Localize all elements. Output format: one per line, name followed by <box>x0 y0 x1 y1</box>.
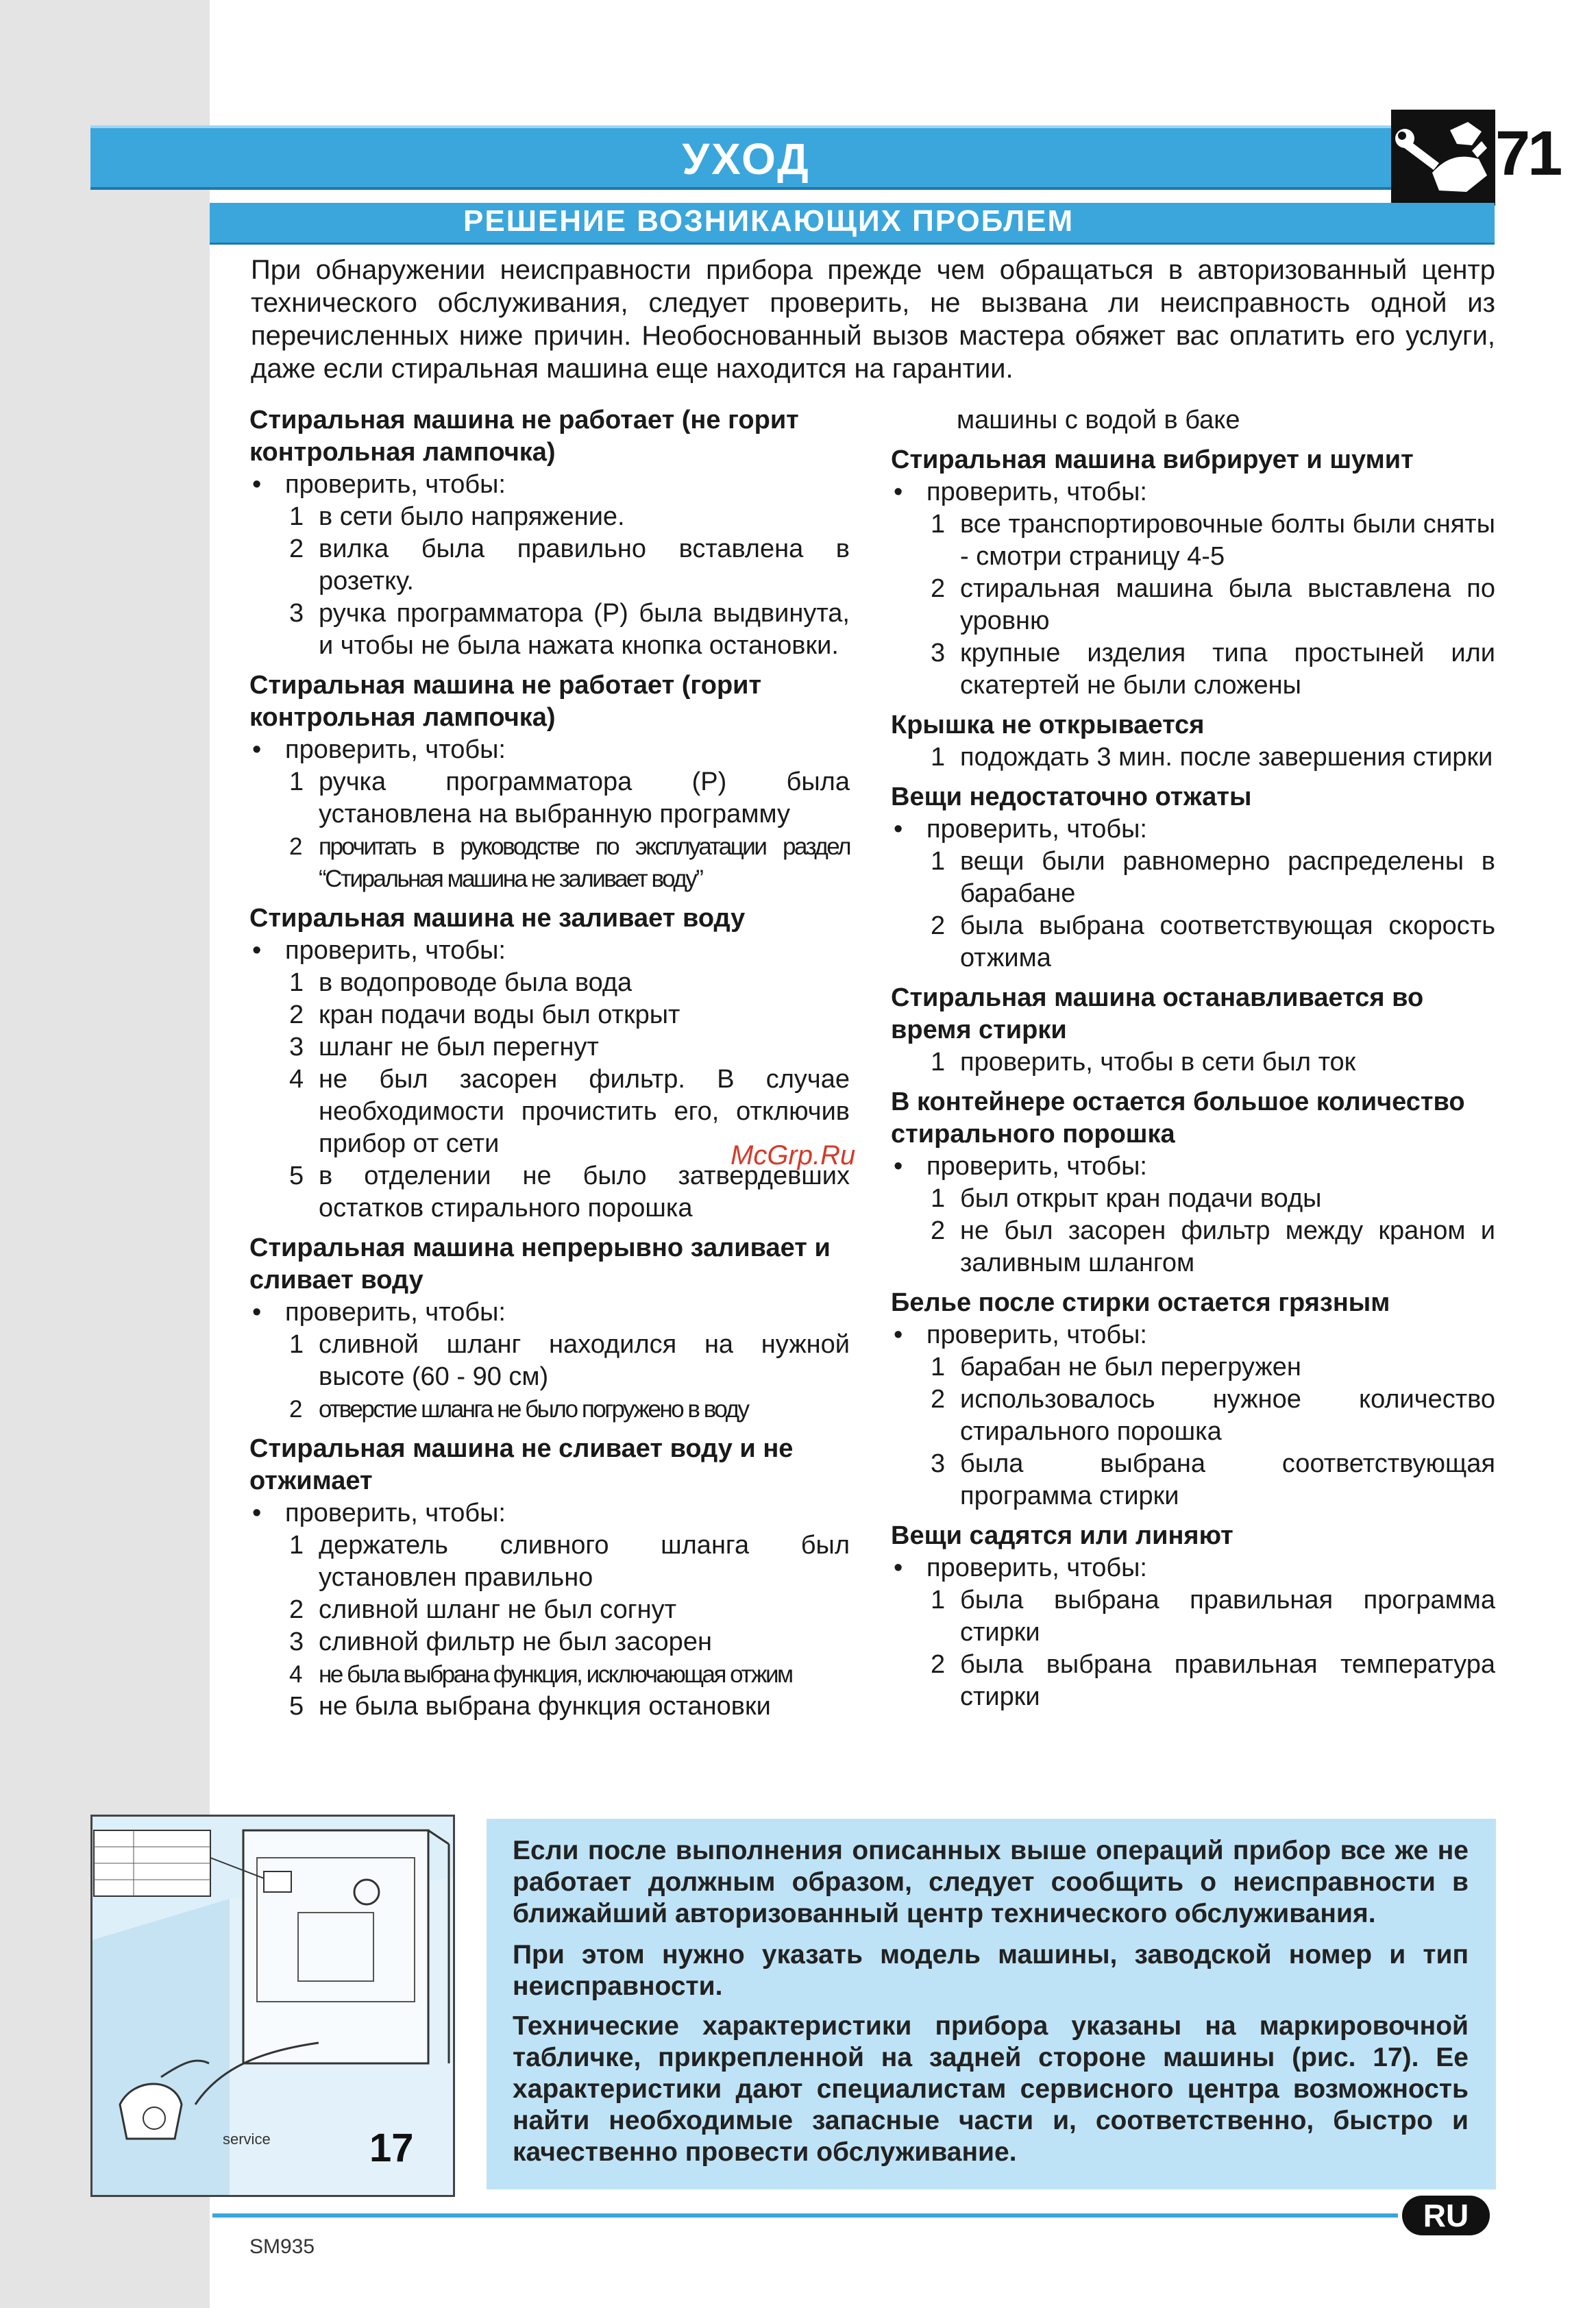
continued-line: машины с водой в баке <box>957 406 1240 434</box>
list-item: 3 сливной фильтр не был засорен <box>289 1628 712 1656</box>
list-item: 3 крупные изделия типа простыней или скатертей не были сложены <box>931 639 1495 700</box>
list-item: 3 была выбрана соответствующая программа стирки <box>931 1449 1495 1510</box>
list-item: 1 барабан не был перегружен <box>931 1353 1301 1382</box>
wrench-hand-icon <box>1391 110 1495 206</box>
page-title: УХОД <box>682 134 811 184</box>
info-note <box>487 1819 1496 2189</box>
list-item: 5 в отделении не было затвердевших остатков стирального порошка <box>289 1162 850 1223</box>
list-item: 2 вилка была правильно вставлена в розетку. <box>289 535 850 596</box>
intro-paragraph: При обнаружении неисправности прибора прежде чем обращаться в авторизованный центр технического обслуживания, следует проверить, не вызвана ли неисправность одной из перечисленных ниже причин. Необоснованный вызов мастера обяжет вас оплатить его услуги, даже если стиральная машина еще находится на гарантии. <box>251 255 1495 384</box>
section-heading: Стиральная машина не заливает воду <box>249 904 746 933</box>
section-heading: Стиральная машина непрерывно заливает и сливает воду <box>249 1233 831 1294</box>
section-heading: Вещи садятся или линяют <box>891 1521 1233 1550</box>
section-subtitle: РЕШЕНИЕ ВОЗНИКАЮЩИХ ПРОБЛЕМ <box>463 204 1075 238</box>
bullet-line: • проверить, чтобы: <box>249 1297 850 1329</box>
list-item: 1 все транспортировочные болты были сняты - смотри страницу 4-5 <box>931 510 1495 571</box>
list-item: 2 сливной шланг не был согнут <box>289 1595 676 1624</box>
title-bar <box>90 125 1402 190</box>
figure-number: 17 <box>369 2126 414 2170</box>
bullet-line: • проверить, чтобы: <box>891 1319 1495 1351</box>
list-item: 2 стиральная машина была выставлена по уровню <box>931 574 1495 635</box>
list-item: 2 отверстие шланга не было погружено в воду <box>289 1396 748 1423</box>
subtitle-bar <box>210 203 1495 245</box>
list-item: 2 кран подачи воды был открыт <box>289 1000 680 1029</box>
bullet-line: • проверить, чтобы: <box>249 935 850 967</box>
section-heading: Стиральная машина останавливается во время стирки <box>891 983 1424 1044</box>
list-item: 1 был открыт кран подачи воды <box>931 1184 1322 1213</box>
watermark: McGrp.Ru <box>731 1140 856 1170</box>
list-item: 3 ручка программатора (Р) была выдвинута, и чтобы не была нажата кнопка остановки. <box>289 599 850 660</box>
list-item: 1 в водопроводе была вода <box>289 968 633 997</box>
list-item: 2 прочитать в руководстве по эксплуатации раздел “Стиральная машина не заливает воду” <box>289 833 850 892</box>
section-heading: Крышка не открывается <box>891 711 1205 739</box>
bullet-line: • проверить, чтобы: <box>249 1497 850 1530</box>
section-heading: В контейнере остается большое количество стирального порошка <box>891 1088 1465 1149</box>
service-label: service <box>223 2131 271 2148</box>
section-heading: Стиральная машина не работает (горит контрольная лампочка) <box>249 671 762 732</box>
list-item: 1 подождать 3 мин. после завершения стирки <box>931 743 1493 772</box>
list-item: 2 не был засорен фильтр между краном и заливным шлангом <box>931 1216 1495 1277</box>
note-paragraph: При этом нужно указать модель машины, заводской номер и тип неисправности. <box>513 1940 1469 2001</box>
figure-rating-plate <box>90 1815 455 2197</box>
document-code: SM935 <box>249 2235 315 2258</box>
list-item: 1 держатель сливного шланга был установлен правильно <box>289 1531 850 1592</box>
note-paragraph: Технические характеристики прибора указаны на маркировочной табличке, прикрепленной на задней стороне машины (рис. 17). Ее характеристики дают специалистам сервисного центра возможность найти необходимые запасные части и, соответственно, быстро и качественно провести обслуживание. <box>513 2011 1469 2167</box>
section-heading: Стиральная машина вибрирует и шумит <box>891 445 1414 474</box>
list-item: 5 не была выбрана функция остановки <box>289 1692 771 1721</box>
list-item: 2 была выбрана правильная температура стирки <box>931 1650 1495 1711</box>
bullet-line: • проверить, чтобы: <box>891 1151 1495 1183</box>
list-item: 1 была выбрана правильная программа стирки <box>931 1586 1495 1647</box>
list-item: 2 была выбрана соответствующая скорость отжима <box>931 911 1495 972</box>
section-heading: Стиральная машина не сливает воду и не отжимает <box>249 1434 794 1495</box>
list-item: 4 не была выбрана функция, исключающая отжим <box>289 1661 792 1688</box>
bullet-line: • проверить, чтобы: <box>891 813 1495 846</box>
list-item: 1 ручка программатора (Р) была установлена на выбранную программу <box>289 768 850 828</box>
left-column <box>249 404 850 1723</box>
list-item: 1 проверить, чтобы в сети был ток <box>931 1048 1356 1077</box>
right-column <box>891 404 1495 1713</box>
section-heading: Стиральная машина не работает (не горит контрольная лампочка) <box>249 406 799 467</box>
list-item: 3 шланг не был перегнут <box>289 1033 599 1061</box>
list-item: 1 в сети было напряжение. <box>289 502 625 531</box>
note-paragraph: Если после выполнения описанных выше операций прибор все же не работает должным образом, следует сообщить о неисправности в ближайший авторизованный центр технического обслуживания. <box>513 1836 1469 1928</box>
language-badge: RU <box>1402 2196 1490 2235</box>
list-item: 2 использовалось нужное количество стирального порошка <box>931 1385 1495 1446</box>
footer-divider <box>212 2213 1398 2218</box>
list-item: 1 сливной шланг находился на нужной высоте (60 - 90 см) <box>289 1330 850 1391</box>
bullet-line: • проверить, чтобы: <box>249 734 850 766</box>
page-number: 71 <box>1495 119 1560 188</box>
list-item: 4 не был засорен фильтр. В случае необходимости прочистить его, отключив прибор от сети <box>289 1065 850 1158</box>
bullet-line: • проверить, чтобы: <box>891 476 1495 508</box>
section-heading: Вещи недостаточно отжаты <box>891 783 1252 811</box>
section-heading: Белье после стирки остается грязным <box>891 1288 1390 1317</box>
list-item: 1 вещи были равномерно распределены в барабане <box>931 847 1495 908</box>
bullet-line: • проверить, чтобы: <box>891 1552 1495 1584</box>
bullet-line: • проверить, чтобы: <box>249 469 850 501</box>
